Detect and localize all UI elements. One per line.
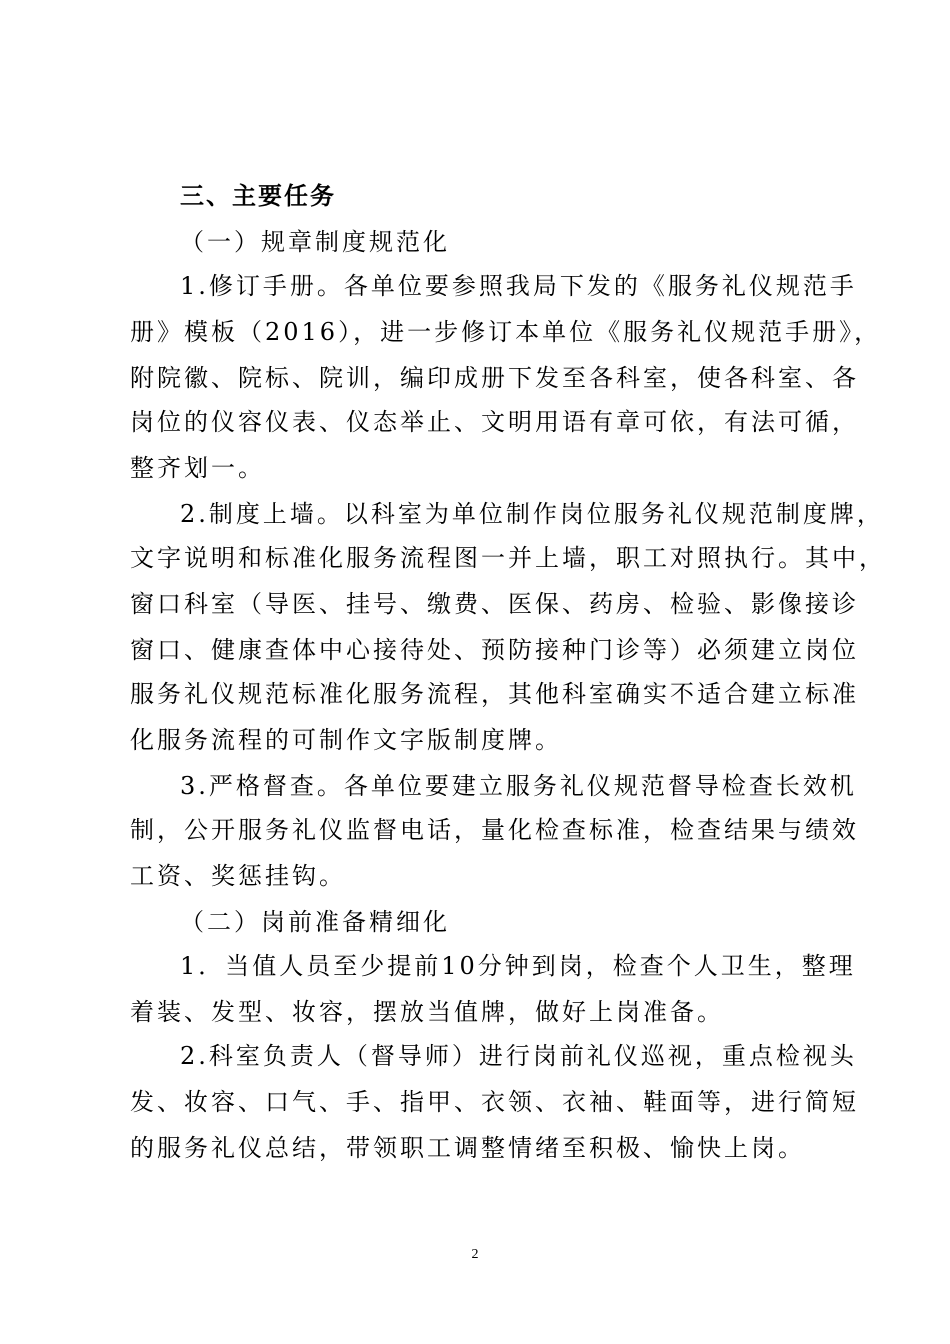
- paragraph-2-line-4: 窗口、健康查体中心接待处、预防接种门诊等）必须建立岗位: [130, 636, 859, 664]
- paragraph-1-line-4: 岗位的仪容仪表、仪态举止、文明用语有章可依，有法可循，: [130, 408, 859, 436]
- paragraph-1-line-5: 整齐划一。: [130, 454, 265, 482]
- paragraph-2-line-6: 化服务流程的可制作文字版制度牌。: [130, 726, 562, 754]
- paragraph-1-line-2: 册》模板（2016），进一步修订本单位《服务礼仪规范手册》，: [130, 318, 882, 346]
- paragraph-2-line-1: 2.制度上墙。以科室为单位制作岗位服务礼仪规范制度牌，: [180, 500, 884, 528]
- paragraph-1-line-1: 1.修订手册。各单位要参照我局下发的《服务礼仪规范手: [180, 272, 857, 300]
- paragraph-2-line-2: 文字说明和标准化服务流程图一并上墙，职工对照执行。其中，: [130, 544, 886, 572]
- subheading-1: （一）规章制度规范化: [180, 228, 450, 256]
- section-heading: 三、主要任务: [180, 182, 336, 210]
- paragraph-3-line-1: 3.严格督查。各单位要建立服务礼仪规范督导检查长效机: [180, 772, 857, 800]
- paragraph-5-line-1: 2.科室负责人（督导师）进行岗前礼仪巡视，重点检视头: [180, 1042, 857, 1070]
- paragraph-5-line-3: 的服务礼仪总结，带领职工调整情绪至积极、愉快上岗。: [130, 1134, 805, 1162]
- paragraph-4-line-2: 着装、发型、妆容，摆放当值牌，做好上岗准备。: [130, 998, 724, 1026]
- paragraph-1-line-3: 附院徽、院标、院训，编印成册下发至各科室，使各科室、各: [130, 364, 859, 392]
- paragraph-4-line-1: 1．当值人员至少提前10分钟到岗，检查个人卫生，整理: [180, 952, 856, 980]
- page-number: 2: [471, 1247, 479, 1262]
- paragraph-3-line-3: 工资、奖惩挂钩。: [130, 862, 346, 890]
- subheading-2: （二）岗前准备精细化: [180, 908, 450, 936]
- paragraph-5-line-2: 发、妆容、口气、手、指甲、衣领、衣袖、鞋面等，进行简短: [130, 1088, 859, 1116]
- paragraph-2-line-3: 窗口科室（导医、挂号、缴费、医保、药房、检验、影像接诊: [130, 590, 859, 618]
- paragraph-2-line-5: 服务礼仪规范标准化服务流程，其他科室确实不适合建立标准: [130, 680, 859, 708]
- paragraph-3-line-2: 制，公开服务礼仪监督电话，量化检查标准，检查结果与绩效: [130, 816, 859, 844]
